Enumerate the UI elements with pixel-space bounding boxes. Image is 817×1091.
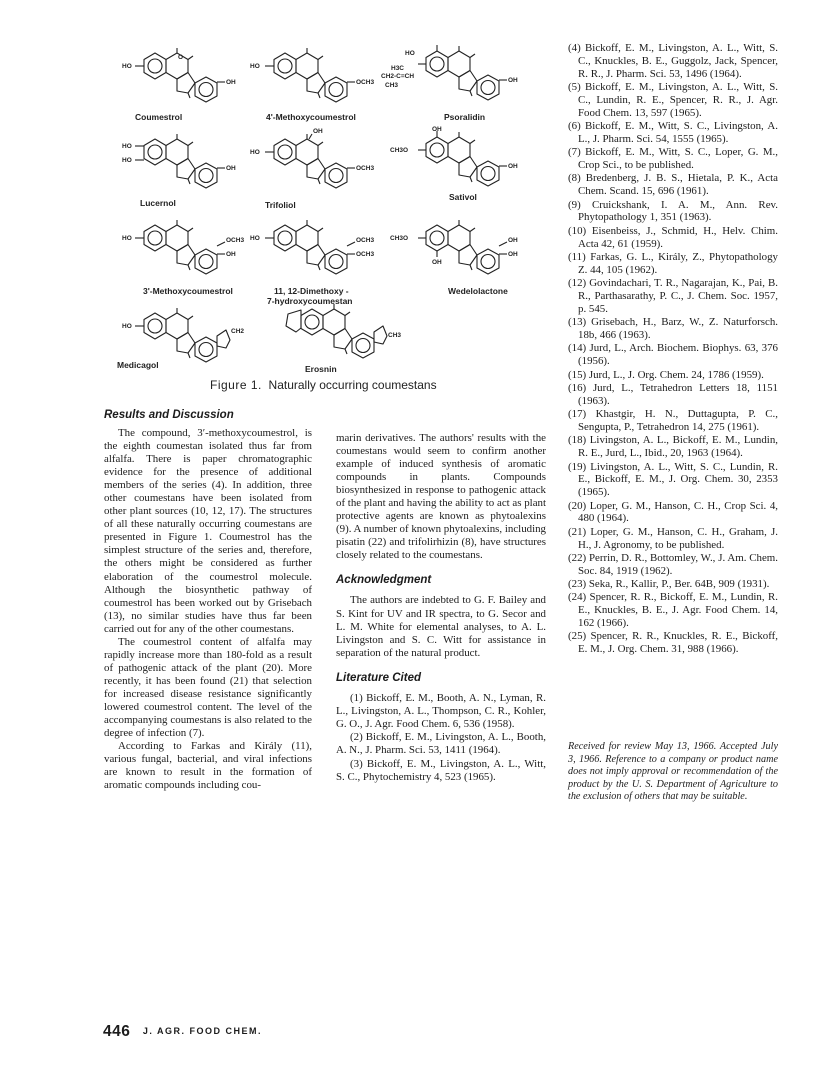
group-label: OCH3	[356, 237, 375, 244]
group-label: OH	[508, 77, 518, 84]
group-label: OH	[508, 251, 518, 258]
compound-label: Psoralidin	[444, 112, 486, 122]
page-footer	[103, 1023, 262, 1041]
group-label: HO	[405, 50, 415, 57]
reference-item: (4) Bickoff, E. M., Livingston, A. L., Witt, S. C., Knuckles, B. E., Guggolz, Jack, Spencer, R. R., J. Pharm. Sci. 53, 1496 (1964).	[568, 42, 778, 80]
group-label: OH	[432, 259, 442, 266]
compound-label: Erosnin	[305, 364, 337, 374]
group-label: HO	[122, 63, 132, 70]
group-label: CH3O	[390, 147, 409, 154]
figure-number: Figure 1.	[210, 378, 262, 392]
compound-label: 4'-Methoxycoumestrol	[266, 112, 356, 122]
group-label: OH	[432, 126, 442, 133]
compound-label: Trifoliol	[265, 200, 296, 210]
group-label: HO	[122, 143, 132, 150]
compound-label: 3'-Methoxycoumestrol	[143, 286, 233, 296]
paragraph: According to Farkas and Király (11), various fungal, bacterial, and viral infections are known to result in the formation of aromatic compounds including cou-	[104, 740, 312, 792]
page-number: 446	[103, 1023, 131, 1040]
reference-item: (21) Loper, G. M., Hanson, C. H., Graham, J. H., J. Agronomy, to be published.	[568, 525, 778, 551]
reference-item: (25) Spencer, R. R., Knuckles, R. E., Bickoff, E. M., J. Org. Chem. 31, 988 (1966).	[568, 630, 778, 656]
reference-item: (16) Jurd, L., Tetrahedron Letters 18, 1151 (1963).	[568, 381, 778, 407]
group-label: HO	[250, 235, 260, 242]
compound-label: 11, 12-Dimethoxy -	[274, 286, 349, 296]
group-label: OCH3	[356, 165, 375, 172]
group-label: OCH3	[356, 251, 375, 258]
group-label: OH	[226, 165, 236, 172]
reference-item: (9) Cruickshank, I. A. M., Ann. Rev. Phytopathology 1, 351 (1963).	[568, 198, 778, 224]
reference-item: (24) Spencer, R. R., Bickoff, E. M., Lundin, R. E., Knuckles, B. E., J. Agr. Food Chem. 14, 162 (1966).	[568, 591, 778, 630]
group-label: HO	[250, 149, 260, 156]
figure-caption-text: Naturally occurring coumestans	[268, 378, 437, 392]
compound-label: 7-hydroxycoumestan	[267, 296, 353, 306]
reference-item: (7) Bickoff, E. M., Witt, S. C., Loper, G. M., Crop Sci., to be published.	[568, 146, 778, 172]
reference-item: (3) Bickoff, E. M., Livingston, A. L., Witt, S. C., Phytochemistry 4, 523 (1965).	[336, 757, 546, 783]
group-label: O	[178, 54, 184, 61]
compound-label: Medicagol	[117, 360, 159, 370]
body-column-1	[104, 408, 312, 792]
reference-item: (2) Bickoff, E. M., Livingston, A. L., Booth, A. N., J. Pharm. Sci. 53, 1411 (1964).	[336, 731, 546, 757]
group-label: H3C	[391, 65, 405, 72]
reference-item: (23) Seka, R., Kallir, P., Ber. 64B, 909 (1931).	[568, 578, 770, 591]
reference-item: (14) Jurd, L., Arch. Biochem. Biophys. 63, 376 (1956).	[568, 342, 778, 368]
paragraph: The compound, 3′-methoxycoumestrol, is the eighth coumestan isolated thus far from alfalfa. There is paper chromatographic evidence for the presence of additional members of the series (4). In addition, three other coumestans have been isolated from other plant sources (10, 12, 17). The structures of all these naturally occurring coumestans are presented in Figure 1. Coumestrol has the simplest structure of the series and, therefore, the others might be considered as further elaboration of the coumestrol molecule. Although the biosynthetic pathway of coumestrol has been worked out by Grisebach (13), no similar studies have thus far been carried out for any of the other coumestans.	[104, 427, 312, 635]
compound-label: Sativol	[449, 192, 477, 202]
reference-item: (10) Eisenbeiss, J., Schmid, H., Helv. Chim. Acta 42, 61 (1959).	[568, 224, 778, 250]
group-label: CH2-C=CH	[381, 73, 415, 80]
reference-item: (17) Khastgir, H. N., Duttagupta, P. C., Sengupta, P., Tetrahedron 14, 275 (1961).	[568, 408, 778, 433]
reference-item: (12) Govindachari, T. R., Nagarajan, K., Pai, B. R., Parthasarathy, P. C., J. Chem. Soc. 1957, p. 545.	[568, 277, 778, 315]
reference-item: (22) Perrin, D. R., Bottomley, W., J. Am. Chem. Soc. 84, 1919 (1962).	[568, 551, 778, 577]
group-label: HO	[122, 157, 132, 164]
reference-item: (18) Livingston, A. L., Bickoff, E. M., Lundin, R. E., Jurd, L., Ibid., 20, 1963 (1964).	[568, 434, 778, 460]
group-label: OH	[313, 128, 323, 135]
paragraph: The authors are indebted to G. F. Bailey and S. Kint for UV and IR spectra, to G. Secor and L. M. White for elemental analyses, to A. L. Livingston and S. C. Witt for assistance in separation of the natural product.	[336, 594, 546, 659]
figure-1	[100, 42, 555, 374]
reference-item: (13) Grisebach, H., Barz, W., Z. Naturforsch. 18b, 466 (1963).	[568, 316, 778, 342]
group-label: OH	[226, 79, 236, 86]
reference-list	[568, 42, 778, 656]
group-label: OCH3	[226, 237, 245, 244]
group-label: HO	[122, 323, 132, 330]
reference-item: (6) Bickoff, E. M., Witt, S. C., Livingston, A. L., J. Pharm. Sci. 54, 1555 (1965).	[568, 120, 778, 145]
group-label: OH	[226, 251, 236, 258]
journal-name: J. AGR. FOOD CHEM.	[142, 1026, 262, 1036]
coumestan-structures-drawing	[100, 42, 555, 374]
compound-label: Wedelolactone	[448, 286, 508, 296]
compound-label: Lucernol	[140, 198, 176, 208]
paragraph: marin derivatives. The authors' results with the coumestans would seem to confirm another example of induced synthesis of aromatic compounds in plants. Compounds biosynthesized in response to pathogenic attack of the plant and having the ability to act as plant protective agents are known as phytoalexins (9). A number of known phytoalexins, including pisatin (22) and trifolirhizin (8), have structures closely related to the coumestans.	[336, 432, 546, 562]
reference-item: (1) Bickoff, E. M., Booth, A. N., Lyman, R. L., Livingston, A. L., Thompson, C. R., Kohler, G. O., J. Agr. Food Chem. 6, 536 (1958).	[336, 691, 546, 730]
group-label: OH	[508, 163, 518, 170]
received-notice: Received for review May 13, 1966. Accepted July 3, 1966. Reference to a company or product name does not imply approval or recommendation of the product by the U. S. Department of Agriculture to the exclusion of others that may be suitable.	[568, 741, 778, 803]
group-label: CH3	[385, 82, 399, 89]
group-label: CH3O	[390, 235, 409, 242]
body-column-2	[336, 432, 546, 784]
section-heading: Results and Discussion	[104, 409, 234, 421]
section-heading: Acknowledgment	[336, 574, 432, 587]
reference-item: (15) Jurd, L., J. Org. Chem. 24, 1786 (1959).	[568, 368, 764, 381]
group-label: OCH3	[356, 79, 375, 86]
compound-label: Coumestrol	[135, 112, 183, 122]
paragraph: The coumestrol content of alfalfa may rapidly increase more than 180-fold as a result of pathogenic attack of the plant (20). More recently, it has been found (21) that selection for increased disease resistance significantly lowered coumestrol content. The level of the accompanying coumestans is also related to the degree of infection (7).	[104, 635, 312, 740]
reference-list	[336, 692, 546, 784]
group-label: CH3	[388, 332, 402, 339]
group-label: HO	[250, 63, 260, 70]
group-label: CH2	[231, 328, 245, 335]
figure-caption	[210, 378, 470, 392]
reference-item: (5) Bickoff, E. M., Livingston, A. L., Witt, S. C., Lundin, R. E., Spencer, R. R., J. Agr. Food Chem. 13, 597 (1965).	[568, 81, 778, 119]
reference-item: (8) Bredenberg, J. B. S., Hietala, P. K., Acta Chem. Scand. 15, 696 (1961).	[568, 172, 778, 198]
reference-item: (19) Livingston, A. L., Witt, S. C., Lundin, R. E., Bickoff, E. M., J. Org. Chem. 30, 2353 (1965).	[568, 460, 778, 499]
reference-item: (20) Loper, G. M., Hanson, C. H., Crop Sci. 4, 480 (1964).	[568, 499, 778, 525]
reference-item: (11) Farkas, G. L., Király, Z., Phytopathology Z. 44, 105 (1962).	[568, 251, 778, 276]
section-heading: Literature Cited	[336, 671, 421, 684]
group-label: OH	[508, 237, 518, 244]
group-label: HO	[122, 235, 132, 242]
